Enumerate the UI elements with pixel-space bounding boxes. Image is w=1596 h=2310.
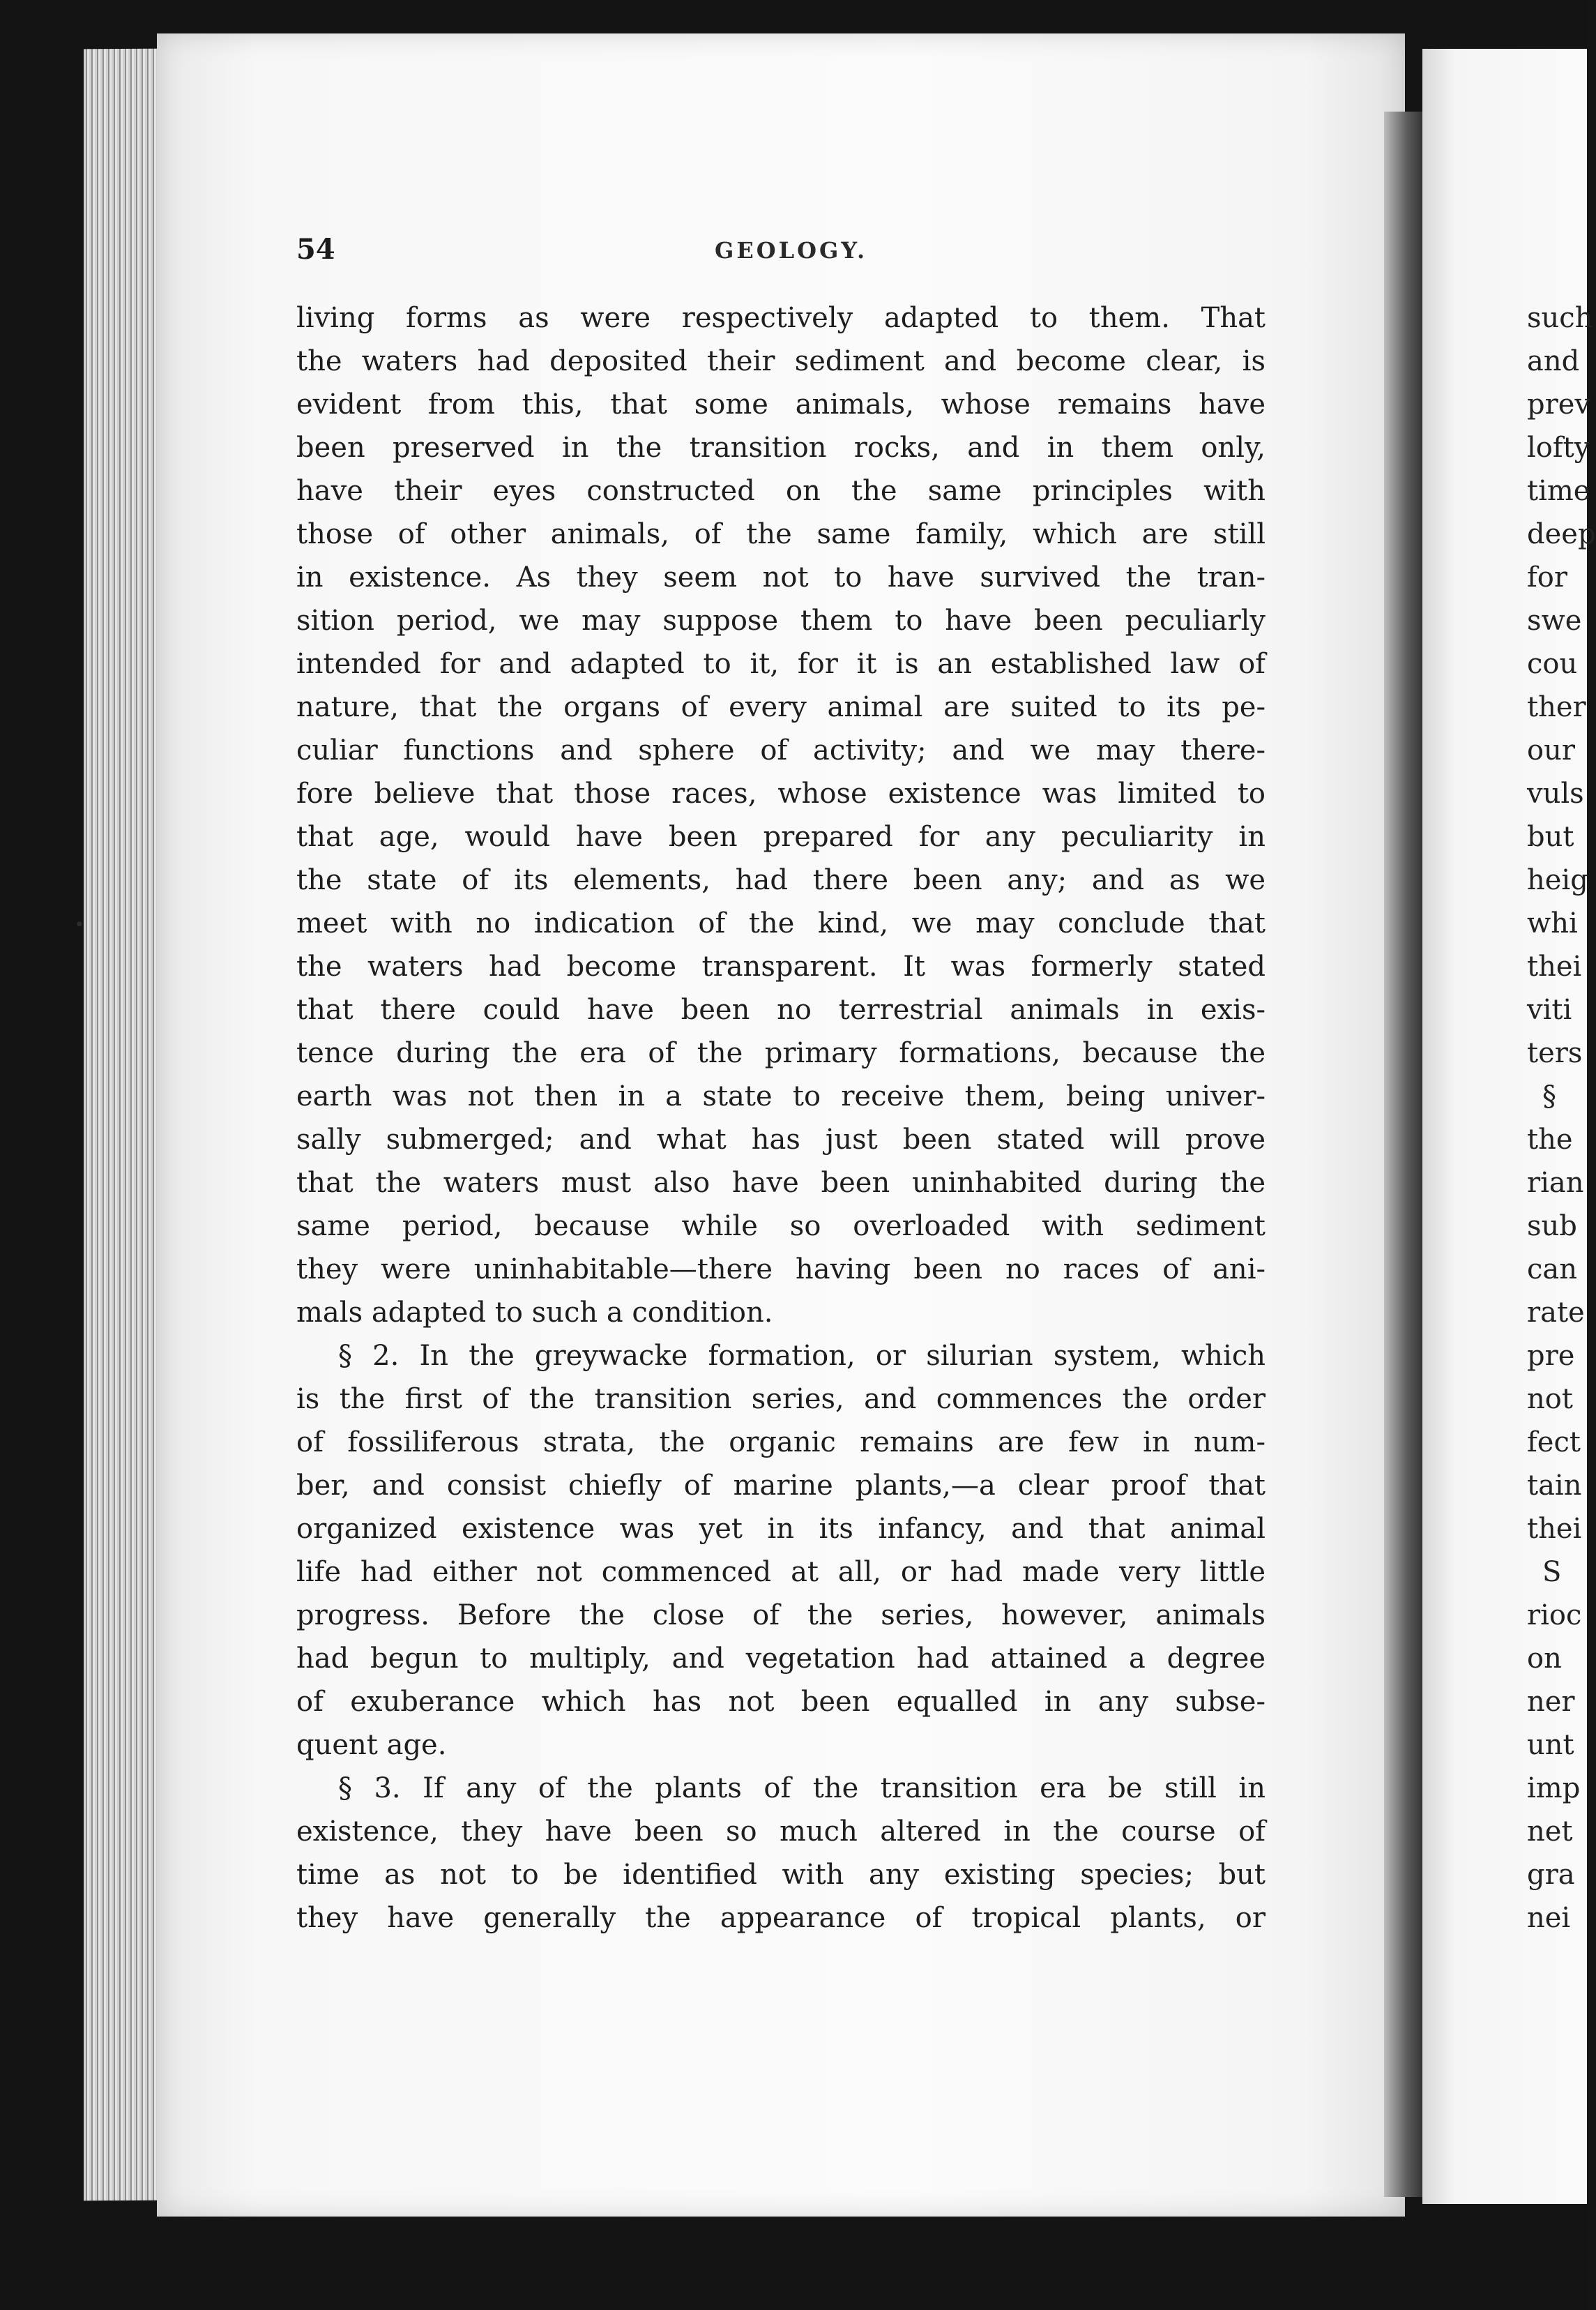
facing-page-line: thei <box>1527 1513 1582 1545</box>
facing-page-line: tain <box>1527 1470 1582 1502</box>
text-line: § 3. If any of the plants of the transition era be still in <box>338 1772 1266 1804</box>
facing-page-line: cou <box>1527 648 1578 680</box>
text-line: sition period, we may suppose them to have been peculiarly <box>296 605 1266 637</box>
facing-page-line: the <box>1527 1124 1573 1156</box>
facing-page-line: prev <box>1527 388 1590 421</box>
running-head <box>296 233 1259 275</box>
book-gutter <box>1384 112 1426 2197</box>
text-line: tence during the era of the primary formations, because the <box>296 1037 1266 1069</box>
text-line: the waters had become transparent. It was formerly stated <box>296 951 1266 983</box>
facing-page-line: for <box>1527 561 1568 594</box>
text-line: that there could have been no terrestrial animals in exis- <box>296 994 1266 1026</box>
text-line: same period, because while so overloaded with sediment <box>296 1210 1266 1242</box>
facing-page-line: fect <box>1527 1426 1581 1458</box>
facing-page-line: thei <box>1527 951 1582 983</box>
text-line: been preserved in the transition rocks, and in them only, <box>296 432 1266 464</box>
facing-page-line: rian <box>1527 1167 1584 1199</box>
text-line: they were uninhabitable—there having been no races of ani- <box>296 1253 1266 1285</box>
running-title: GEOLOGY. <box>715 237 868 264</box>
text-line: time as not to be identified with any existing species; but <box>296 1859 1266 1891</box>
facing-page-line: pre <box>1527 1340 1575 1372</box>
facing-page-line: net <box>1527 1815 1573 1848</box>
facing-page-line: § <box>1542 1080 1556 1112</box>
facing-page-line: imp <box>1527 1772 1581 1804</box>
text-line: quent age. <box>296 1729 447 1761</box>
text-line: organized existence was yet in its infancy, and that animal <box>296 1513 1266 1545</box>
text-line: have their eyes constructed on the same principles with <box>296 475 1266 507</box>
text-line: of exuberance which has not been equalled in any subse- <box>296 1686 1266 1718</box>
text-line: the state of its elements, had there been any; and as we <box>296 864 1266 896</box>
facing-page-line: rioc <box>1527 1599 1582 1631</box>
text-line: fore believe that those races, whose existence was limited to <box>296 778 1266 810</box>
text-line: living forms as were respectively adapted to them. That <box>296 302 1266 334</box>
facing-page-line: viti <box>1527 994 1572 1026</box>
facing-page <box>1422 49 1596 2204</box>
text-line: life had either not commenced at all, or had made very little <box>296 1556 1266 1588</box>
facing-page-line: on <box>1527 1643 1562 1675</box>
body-text <box>296 296 1266 1940</box>
facing-page-line: swe <box>1527 605 1582 637</box>
text-line: had begun to multiply, and vegetation had attained a degree <box>296 1643 1266 1675</box>
facing-page-line: rate <box>1527 1297 1585 1329</box>
page-edges <box>84 49 167 2201</box>
text-line: earth was not then in a state to receive them, being univer- <box>296 1080 1266 1112</box>
facing-page-line: heig <box>1527 864 1588 896</box>
text-line: intended for and adapted to it, for it is an established law of <box>296 648 1266 680</box>
facing-page-line: and <box>1527 345 1580 377</box>
text-line: that age, would have been prepared for any peculiarity in <box>296 821 1266 853</box>
facing-page-line: lofty <box>1527 432 1590 464</box>
facing-page-text <box>1422 296 1596 1940</box>
facing-page-line: S <box>1542 1556 1562 1588</box>
facing-page-line: can <box>1527 1253 1578 1285</box>
text-line: ber, and consist chiefly of marine plants,—a clear proof that <box>296 1470 1266 1502</box>
facing-page-line: such <box>1527 302 1593 334</box>
facing-page-line: but <box>1527 821 1574 853</box>
text-line: § 2. In the greywacke formation, or silurian system, which <box>338 1340 1266 1372</box>
text-line: existence, they have been so much altered in the course of <box>296 1815 1266 1848</box>
facing-page-line: ner <box>1527 1686 1575 1718</box>
text-line: that the waters must also have been uninhabited during the <box>296 1167 1266 1199</box>
page-number: 54 <box>296 233 335 266</box>
facing-page-line: nei <box>1527 1902 1571 1934</box>
facing-page-line: ther <box>1527 691 1586 723</box>
facing-page-line: time <box>1527 475 1590 507</box>
text-line: is the first of the transition series, and commences the order <box>296 1383 1266 1415</box>
text-line: progress. Before the close of the series, however, animals <box>296 1599 1266 1631</box>
text-line: of fossiliferous strata, the organic remains are few in num- <box>296 1426 1266 1458</box>
facing-page-line: not <box>1527 1383 1573 1415</box>
facing-page-line: vuls <box>1527 778 1584 810</box>
text-line: sally submerged; and what has just been stated will prove <box>296 1124 1266 1156</box>
facing-page-line: unt <box>1527 1729 1574 1761</box>
text-line: evident from this, that some animals, whose remains have <box>296 388 1266 421</box>
text-line: meet with no indication of the kind, we may conclude that <box>296 907 1266 939</box>
facing-page-line: ters <box>1527 1037 1583 1069</box>
text-line: the waters had deposited their sediment and become clear, is <box>296 345 1266 377</box>
text-line: mals adapted to such a condition. <box>296 1297 773 1329</box>
text-line: in existence. As they seem not to have survived the tran- <box>296 561 1266 594</box>
text-line: nature, that the organs of every animal are suited to its pe- <box>296 691 1266 723</box>
text-line: they have generally the appearance of tropical plants, or <box>296 1902 1266 1934</box>
text-line: culiar functions and sphere of activity; and we may there- <box>296 734 1266 767</box>
facing-page-line: gra <box>1527 1859 1575 1891</box>
facing-page-line: whi <box>1527 907 1578 939</box>
facing-page-line: sub <box>1527 1210 1577 1242</box>
text-line: those of other animals, of the same family, which are still <box>296 518 1266 550</box>
facing-page-line: deep <box>1527 518 1596 550</box>
facing-page-line: our <box>1527 734 1575 767</box>
